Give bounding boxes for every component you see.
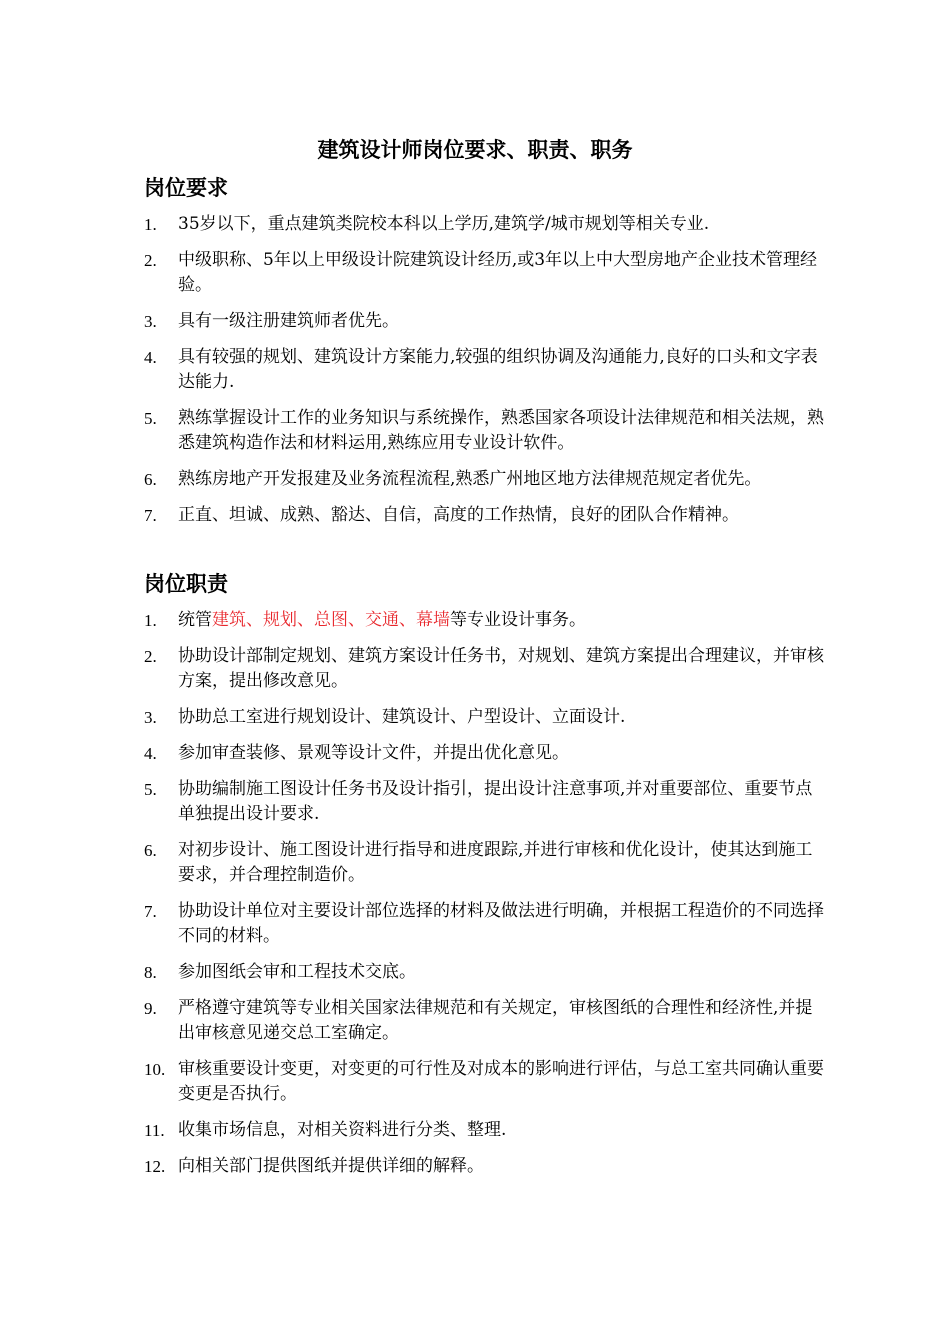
item-number: 2. <box>144 251 157 270</box>
section-heading-duties: 岗位职责 <box>144 571 228 596</box>
document-title: 建筑设计师岗位要求、职责、职务 <box>317 137 633 162</box>
item-number: 11. <box>144 1121 165 1140</box>
item-number: 12. <box>144 1157 166 1176</box>
list-item <box>144 705 824 730</box>
list-item <box>144 996 824 1046</box>
item-text: 熟练房地产开发报建及业务流程流程,熟悉广州地区地方法律规范规定者优先。 <box>178 469 762 489</box>
item-number: 4. <box>144 744 157 763</box>
list-item <box>144 741 824 766</box>
item-text: 参加审查装修、景观等设计文件，并提出优化意见。 <box>178 743 569 763</box>
list-item <box>144 309 824 334</box>
list-item <box>144 1057 824 1107</box>
list-item <box>144 777 824 827</box>
item-number: 6. <box>144 470 157 489</box>
list-item <box>144 248 824 298</box>
list-item <box>144 644 824 694</box>
requirements-list <box>144 212 824 528</box>
list-item <box>144 503 824 528</box>
item-text: 协助设计部制定规划、建筑方案设计任务书，对规划、建筑方案提出合理建议，并审核方案，提出修改意见。 <box>178 646 824 691</box>
duties-list <box>144 608 824 1190</box>
item-number: 2. <box>144 647 157 666</box>
item-text: 参加图纸会审和工程技术交底。 <box>178 962 416 982</box>
list-item <box>144 345 824 395</box>
item-text: 协助总工室进行规划设计、建筑设计、户型设计、立面设计. <box>178 707 626 727</box>
list-item <box>144 212 824 237</box>
list-item <box>144 838 824 888</box>
item-text: 正直、坦诚、成熟、豁达、自信，高度的工作热情，良好的团队合作精神。 <box>178 505 739 525</box>
item-number: 5. <box>144 409 157 428</box>
section-heading-requirements: 岗位要求 <box>144 175 228 200</box>
item-text: 35岁以下，重点建筑类院校本科以上学历,建筑学/城市规划等相关专业. <box>178 214 710 234</box>
list-item <box>144 1118 824 1143</box>
item-text-prefix: 统管 <box>178 610 212 630</box>
item-text: 审核重要设计变更，对变更的可行性及对成本的影响进行评估，与总工室共同确认重要变更是否执行。 <box>178 1059 824 1104</box>
item-text: 中级职称、5年以上甲级设计院建筑设计经历,或3年以上中大型房地产企业技术管理经验。 <box>178 250 818 295</box>
item-number: 3. <box>144 312 157 331</box>
list-item <box>144 899 824 949</box>
item-number: 5. <box>144 780 157 799</box>
item-number: 7. <box>144 902 157 921</box>
item-text: 严格遵守建筑等专业相关国家法律规范和有关规定，审核图纸的合理性和经济性,并提出审核意见递交总工室确定。 <box>178 998 813 1043</box>
item-number: 6. <box>144 841 157 860</box>
item-text: 具有较强的规划、建筑设计方案能力,较强的组织协调及沟通能力,良好的口头和文字表达能力. <box>178 347 818 392</box>
item-number: 1. <box>144 215 157 234</box>
list-item <box>144 960 824 985</box>
item-text: 向相关部门提供图纸并提供详细的解释。 <box>178 1156 484 1176</box>
item-text: 对初步设计、施工图设计进行指导和进度跟踪,并进行审核和优化设计，使其达到施工要求，并合理控制造价。 <box>178 840 813 885</box>
list-item <box>144 608 824 633</box>
list-item <box>144 467 824 492</box>
item-text-suffix: 等专业设计事务。 <box>450 610 586 630</box>
item-text-highlight: 建筑、规划、总图、交通、幕墙 <box>212 610 450 630</box>
item-text: 熟练掌握设计工作的业务知识与系统操作，熟悉国家各项设计法律规范和相关法规，熟悉建筑构造作法和材料运用,熟练应用专业设计软件。 <box>178 408 824 453</box>
item-text: 协助编制施工图设计任务书及设计指引，提出设计注意事项,并对重要部位、重要节点单独提出设计要求. <box>178 779 813 824</box>
item-text: 具有一级注册建筑师者优先。 <box>178 311 399 331</box>
item-number: 9. <box>144 999 157 1018</box>
list-item <box>144 1154 824 1179</box>
item-number: 4. <box>144 348 157 367</box>
item-text: 收集市场信息，对相关资料进行分类、整理. <box>178 1120 507 1140</box>
list-item <box>144 406 824 456</box>
item-number: 7. <box>144 506 157 525</box>
item-number: 8. <box>144 963 157 982</box>
item-text: 协助设计单位对主要设计部位选择的材料及做法进行明确，并根据工程造价的不同选择不同的材料。 <box>178 901 824 946</box>
item-number: 3. <box>144 708 157 727</box>
item-number: 1. <box>144 611 157 630</box>
item-number: 10. <box>144 1060 166 1079</box>
